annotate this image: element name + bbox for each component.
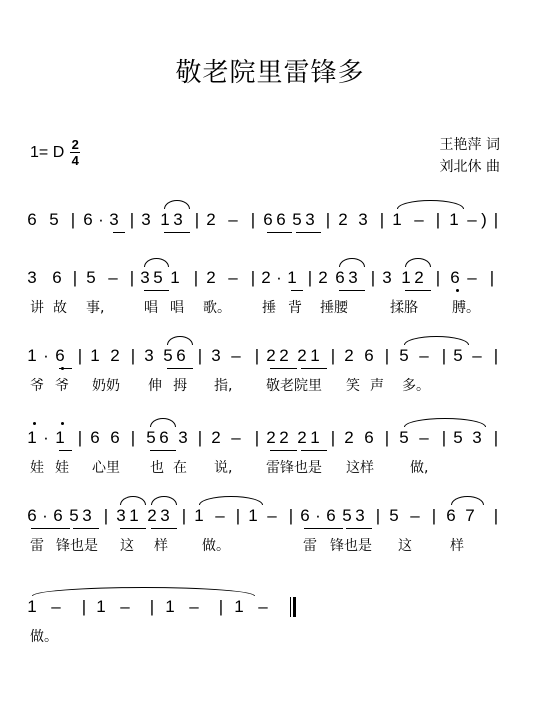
note: 3 [109, 210, 119, 229]
lyric-text: 拇 [173, 378, 187, 394]
lyric-text: 娃 [30, 460, 44, 476]
note: 5 [146, 428, 156, 447]
note: 5 [389, 506, 399, 525]
note: – [231, 346, 241, 365]
note: 6 [55, 346, 65, 365]
note: 2 [266, 346, 276, 365]
lyric-text: 伸 [148, 378, 162, 394]
bar-line: | [384, 346, 390, 365]
lyric-text: 做。 [30, 629, 58, 645]
lyric-text: 锋也是 [330, 538, 372, 554]
dot [61, 422, 64, 425]
note: 2 [344, 428, 354, 447]
note: 3 [116, 506, 126, 525]
bar-line: | [288, 506, 294, 525]
note: 3 [358, 210, 368, 229]
bar-line: | [130, 346, 136, 365]
note: 1 [165, 597, 175, 616]
bar-line: | [81, 597, 87, 616]
note: 1 [55, 428, 65, 447]
note: – [419, 428, 429, 447]
note: 1 [234, 597, 244, 616]
bar-line: | [129, 210, 135, 229]
bar-line: | [375, 506, 381, 525]
note: – [120, 597, 130, 616]
note: · [43, 428, 49, 447]
note: 3 [160, 506, 170, 525]
note: 6 [90, 428, 100, 447]
note: 3 [178, 428, 188, 447]
bar-line: | [218, 597, 224, 616]
bar-line: | [435, 210, 441, 229]
note: 1 [194, 506, 204, 525]
beam-underline [267, 232, 292, 233]
note: 1 [310, 346, 320, 365]
lyric-text: 敬老院里 [266, 378, 322, 394]
bar-line: | [379, 210, 385, 229]
note: 2 [279, 428, 289, 447]
notation-row-3 [0, 346, 540, 426]
note: – [228, 268, 238, 287]
bar-line: | [435, 268, 441, 287]
time-signature-bottom: 4 [71, 153, 79, 168]
note: 2 [261, 268, 271, 287]
note: 2 [344, 346, 354, 365]
note: 6 [276, 210, 286, 229]
bar-line: | [193, 268, 199, 287]
lyric-text: 背 [288, 300, 302, 316]
lyric-text: 指, [214, 378, 233, 394]
note: 5 [153, 268, 163, 287]
note: 6 [83, 210, 93, 229]
lyric-text: 爷 [30, 378, 44, 394]
note: · [98, 210, 104, 229]
note: 6 [364, 428, 374, 447]
notation-row-2 [0, 268, 540, 348]
lyric-text: 揉胳 [390, 300, 418, 316]
note: 1 [96, 597, 106, 616]
note: – [472, 346, 482, 365]
bar-line: | [149, 597, 155, 616]
note: 3 [27, 268, 37, 287]
lyric-text: 在 [173, 460, 187, 476]
note: – [189, 597, 199, 616]
note: 6 [364, 346, 374, 365]
final-bar-line [290, 597, 296, 617]
note: 5 [399, 346, 409, 365]
time-signature-top: 2 [71, 137, 79, 152]
note: – [108, 268, 118, 287]
dot [33, 422, 36, 425]
notation-row-6 [0, 597, 540, 677]
note: – [410, 506, 420, 525]
note: 2 [206, 210, 216, 229]
note: 5 [69, 506, 79, 525]
note: · [43, 346, 49, 365]
note: 3 [472, 428, 482, 447]
beam-underline [73, 528, 99, 529]
lyric-text: 爷 [55, 378, 69, 394]
note: 3 [141, 210, 151, 229]
lyric-text: 锋也是 [56, 538, 98, 554]
bar-line: | [493, 210, 499, 229]
note: – [51, 597, 61, 616]
note: – [215, 506, 225, 525]
bar-line: | [70, 210, 76, 229]
lyric-text: 做, [410, 460, 429, 476]
lyric-text: 雷 [30, 538, 44, 554]
beam-underline [346, 528, 372, 529]
note: – [467, 210, 477, 229]
note: 2 [338, 210, 348, 229]
bar-line: | [441, 428, 447, 447]
bar-line: | [181, 506, 187, 525]
note: 1 [160, 210, 170, 229]
bar-line: | [103, 506, 109, 525]
lyric-text: 膊。 [452, 300, 480, 316]
note: – [258, 597, 268, 616]
lyric-text: 故 [53, 300, 67, 316]
bar-line: | [77, 346, 83, 365]
note: – [228, 210, 238, 229]
note: – [267, 506, 277, 525]
note: 6 [176, 346, 186, 365]
note: 2 [110, 346, 120, 365]
note: 3 [140, 268, 150, 287]
bar-line: | [489, 268, 495, 287]
note: 6 [263, 210, 273, 229]
beam-underline [31, 528, 70, 529]
note: – [419, 346, 429, 365]
note: 5 [453, 428, 463, 447]
note: 5 [342, 506, 352, 525]
lyric-text: 样 [450, 538, 464, 554]
lyric-text: 雷 [303, 538, 317, 554]
lyric-text: 做。 [202, 538, 230, 554]
beam-underline [291, 290, 303, 291]
note: 1 [27, 346, 37, 365]
note: 6 [52, 268, 62, 287]
lyric-text: 事, [86, 300, 105, 316]
key-signature [30, 138, 80, 167]
beam-underline [113, 232, 125, 233]
bar-line: | [307, 268, 313, 287]
note: · [276, 268, 282, 287]
lyric-text: 这 [120, 538, 134, 554]
note: · [42, 506, 48, 525]
note: 1 [170, 268, 180, 287]
key-label: 1= D [30, 143, 65, 161]
note: 6 [300, 506, 310, 525]
bar-line: | [441, 346, 447, 365]
note: 1 [310, 428, 320, 447]
bar-line: | [384, 428, 390, 447]
lyric-text: 讲 [30, 300, 44, 316]
note: 2 [206, 268, 216, 287]
note: 3 [82, 506, 92, 525]
beam-underline [150, 450, 176, 451]
note: 6 [27, 506, 37, 525]
lyric-text: 唱 [170, 300, 184, 316]
bar-line: | [330, 346, 336, 365]
bar-line: | [77, 428, 83, 447]
beam-underline [339, 290, 365, 291]
beam-underline [296, 232, 321, 233]
notation-row-5 [0, 506, 540, 586]
note: 5 [86, 268, 96, 287]
bar-line: | [431, 506, 437, 525]
beam-underline [301, 368, 327, 369]
lyric-text: 这 [398, 538, 412, 554]
bar-line: | [197, 428, 203, 447]
bar-line: | [194, 210, 200, 229]
bar-line: | [493, 506, 499, 525]
note: 5 [399, 428, 409, 447]
bar-line: | [250, 210, 256, 229]
note: – [467, 268, 477, 287]
note: 1 [248, 506, 258, 525]
note: 1 [449, 210, 459, 229]
note: 7 [465, 506, 475, 525]
note: 6 [446, 506, 456, 525]
lyricist-credit: 王艳萍 词 [439, 137, 500, 153]
beam-underline [164, 232, 190, 233]
note: 6 [326, 506, 336, 525]
note: 6 [110, 428, 120, 447]
note: 2 [414, 268, 424, 287]
note: · [315, 506, 321, 525]
beam-underline [301, 450, 327, 451]
beam-underline [405, 290, 431, 291]
bar-line: | [129, 268, 135, 287]
beam-underline [270, 368, 297, 369]
note: 2 [147, 506, 157, 525]
lyric-text: 唱 [144, 300, 158, 316]
bar-line: | [130, 428, 136, 447]
bar-line: | [197, 346, 203, 365]
bar-line: | [254, 428, 260, 447]
beam-underline [59, 368, 72, 369]
song-title: 敬老院里雷锋多 [175, 58, 365, 88]
note: 2 [318, 268, 328, 287]
bar-line: | [493, 428, 499, 447]
lyric-text: 说, [214, 460, 233, 476]
lyric-text: 娃 [55, 460, 69, 476]
note: 5 [49, 210, 59, 229]
note: 3 [173, 210, 183, 229]
lyric-text: 捶腰 [320, 300, 348, 316]
lyric-text: 多。 [402, 378, 430, 394]
note: 6 [335, 268, 345, 287]
note: 1 [392, 210, 402, 229]
note: 6 [27, 210, 37, 229]
bar-line: | [235, 506, 241, 525]
bar-line: | [493, 346, 499, 365]
lyric-text: 这样 [346, 460, 374, 476]
lyric-text: 笑 [346, 378, 360, 394]
lyric-text: 也 [150, 460, 164, 476]
time-signature [70, 138, 80, 167]
lyric-text: 心里 [92, 460, 120, 476]
note: 2 [297, 346, 307, 365]
beam-underline [144, 290, 169, 291]
bar-line: | [325, 210, 331, 229]
bar-line: | [72, 268, 78, 287]
note: 1 [129, 506, 139, 525]
tie-arc [32, 587, 255, 596]
bar-line: | [250, 268, 256, 287]
note: 2 [297, 428, 307, 447]
beam-underline [59, 450, 72, 451]
note: 6 [450, 268, 460, 287]
note: – [231, 428, 241, 447]
note: 6 [159, 428, 169, 447]
note: 6 [53, 506, 63, 525]
beam-underline [304, 528, 343, 529]
bar-line: | [330, 428, 336, 447]
bar-line: | [370, 268, 376, 287]
lyric-text: 歌。 [203, 300, 231, 316]
dot [456, 289, 459, 292]
note: ) [481, 210, 487, 229]
composer-credit: 刘北休 曲 [439, 159, 500, 175]
note: 1 [287, 268, 297, 287]
lyric-text: 声 [370, 378, 384, 394]
lyric-text: 样 [154, 538, 168, 554]
note: 3 [382, 268, 392, 287]
note: 3 [211, 346, 221, 365]
note: 1 [27, 597, 37, 616]
note: 1 [90, 346, 100, 365]
beam-underline [270, 450, 297, 451]
note: 2 [266, 428, 276, 447]
tie-arc [164, 200, 190, 209]
note: – [414, 210, 424, 229]
lyric-text: 奶奶 [92, 378, 120, 394]
bar-line: | [254, 346, 260, 365]
note: 2 [279, 346, 289, 365]
lyric-text: 雷锋也是 [266, 460, 322, 476]
note: 1 [27, 428, 37, 447]
lyric-text: 捶 [262, 300, 276, 316]
tie-arc [397, 200, 464, 209]
note: 5 [292, 210, 302, 229]
beam-underline [167, 368, 193, 369]
note: 5 [163, 346, 173, 365]
note: 3 [355, 506, 365, 525]
note: 3 [348, 268, 358, 287]
note: 2 [211, 428, 221, 447]
note: 1 [401, 268, 411, 287]
note: 5 [453, 346, 463, 365]
beam-underline [120, 528, 146, 529]
note: 3 [305, 210, 315, 229]
note: 3 [144, 346, 154, 365]
beam-underline [151, 528, 177, 529]
